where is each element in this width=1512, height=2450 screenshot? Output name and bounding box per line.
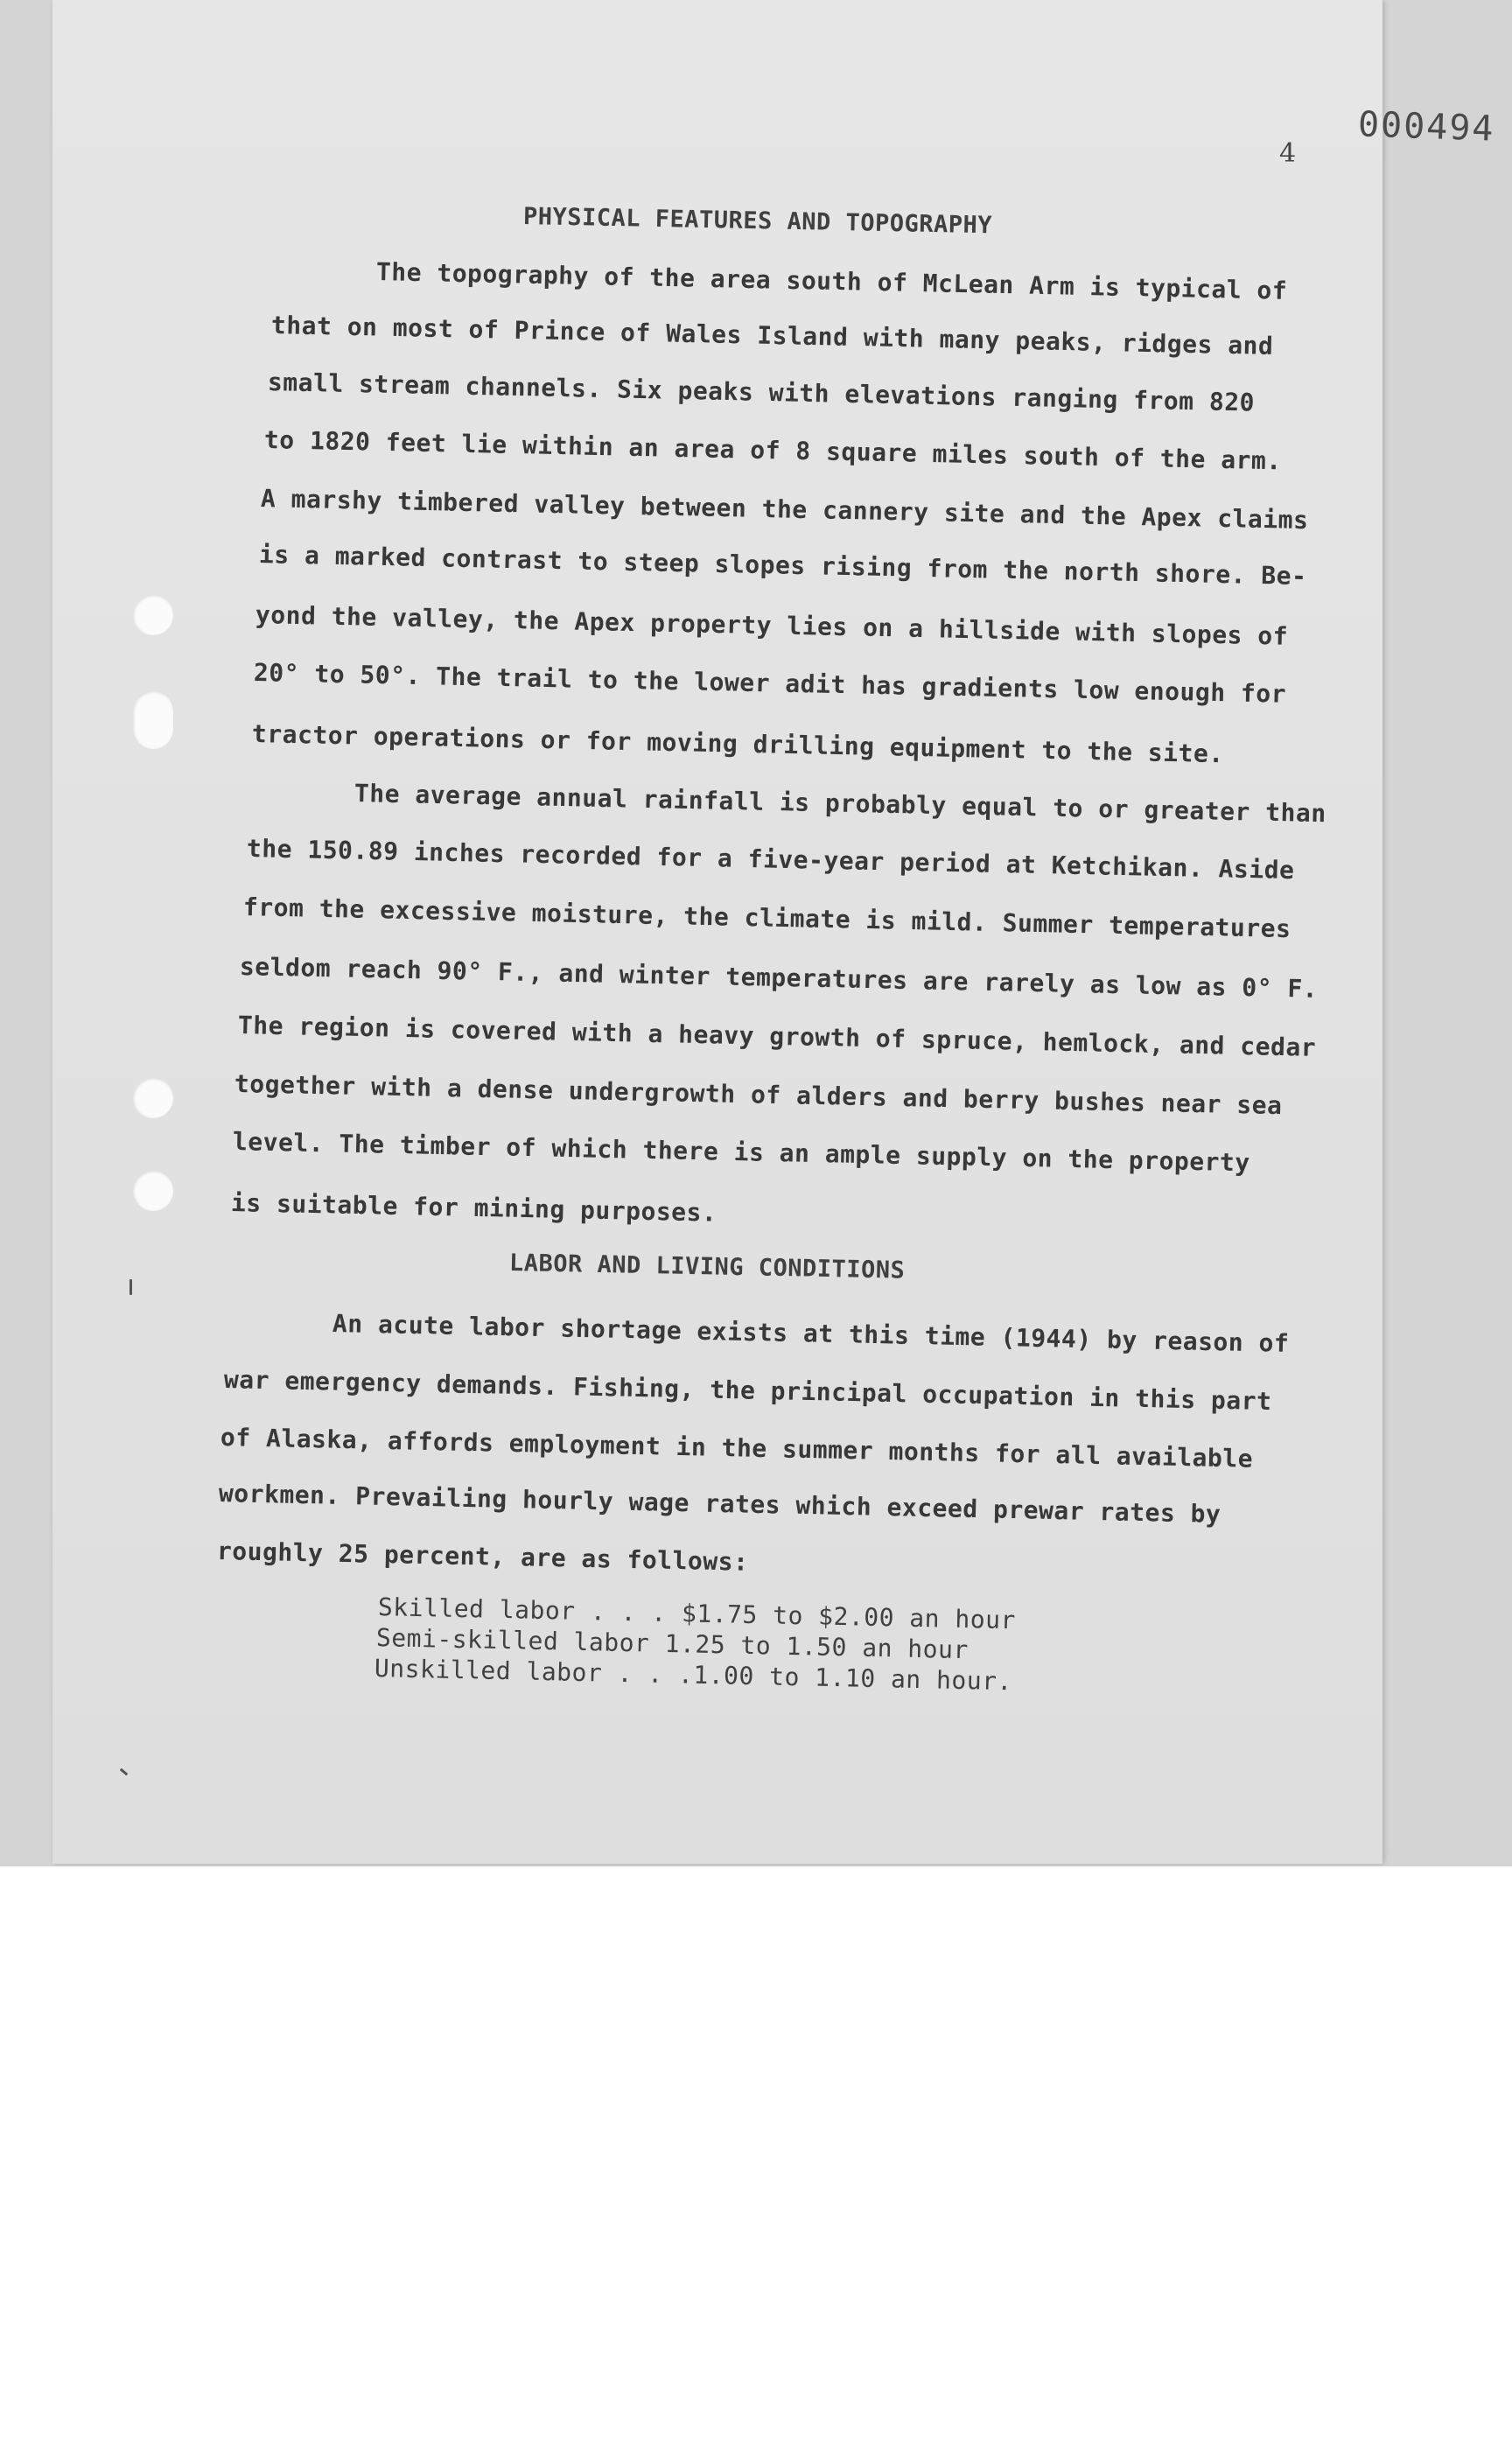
section-heading: PHYSICAL FEATURES AND TOPOGRAPHY <box>522 203 993 240</box>
punch-hole <box>133 1171 173 1211</box>
stamp-number: 000494 <box>1357 104 1496 150</box>
body-line: is a marked contrast to steep slopes rising from the north shore. Be- <box>258 540 1307 592</box>
punch-hole <box>133 1078 173 1118</box>
body-line: seldom reach 90° F., and winter temperatures are rarely as low as 0° F. <box>239 952 1319 1004</box>
body-line: workmen. Prevailing hourly wage rates which exceed prewar rates by <box>218 1479 1222 1529</box>
document-sheet <box>52 0 1496 1864</box>
punch-hole <box>133 691 173 749</box>
body-line: An acute labor shortage exists at this time (1944) by reason of <box>332 1309 1290 1358</box>
body-line: together with a dense undergrowth of alders and berry bushes near sea <box>234 1069 1283 1121</box>
body-line: 20° to 50°. The trail to the lower adit has gradients low enough for <box>253 658 1287 709</box>
page-number: 4 <box>1279 138 1297 169</box>
stray-mark <box>120 1768 129 1776</box>
body-line: the 150.89 inches recorded for a five-year period at Ketchikan. Aside <box>246 834 1295 886</box>
body-line: The region is covered with a heavy growth of spruce, hemlock, and cedar <box>237 1011 1317 1062</box>
wage-row: Semi-skilled labor 1.25 to 1.50 an hour <box>375 1623 970 1665</box>
body-line: level. The timber of which there is an ample supply on the property <box>232 1127 1251 1178</box>
body-line: that on most of Prince of Wales Island with many peaks, ridges and <box>270 311 1274 360</box>
body-line: tractor operations or for moving drilling equipment to the site. <box>251 719 1224 769</box>
punch-hole <box>133 595 173 635</box>
body-line: from the excessive moisture, the climate is mild. Summer temperatures <box>242 892 1292 944</box>
stray-mark <box>130 1279 132 1295</box>
wage-row: Unskilled labor . . .1.00 to 1.10 an hour. <box>374 1654 1013 1697</box>
body-line: yond the valley, the Apex property lies on a hillside with slopes of <box>255 600 1289 651</box>
wage-row: Skilled labor . . . $1.75 to $2.00 an hour <box>377 1592 1017 1635</box>
folded-corner <box>1387 1807 1424 1859</box>
body-line: war emergency demands. Fishing, the principal occupation in this part <box>223 1365 1272 1417</box>
section-heading: LABOR AND LIVING CONDITIONS <box>508 1250 906 1284</box>
body-line: The topography of the area south of McLean Arm is typical of <box>375 257 1288 305</box>
body-line: The average annual rainfall is probably equal to or greater than <box>354 779 1326 829</box>
body-line: is suitable for mining purposes. <box>230 1188 718 1228</box>
body-line: A marshy timbered valley between the cannery site and the Apex claims <box>260 484 1309 536</box>
body-line: to 1820 feet lie within an area of 8 square miles south of the arm. <box>263 425 1283 476</box>
body-line: small stream channels. Six peaks with elevations ranging from 820 <box>267 368 1256 417</box>
body-line: roughly 25 percent, are as follows: <box>216 1536 749 1577</box>
body-line: of Alaska, affords employment in the summer months for all available <box>220 1423 1254 1474</box>
